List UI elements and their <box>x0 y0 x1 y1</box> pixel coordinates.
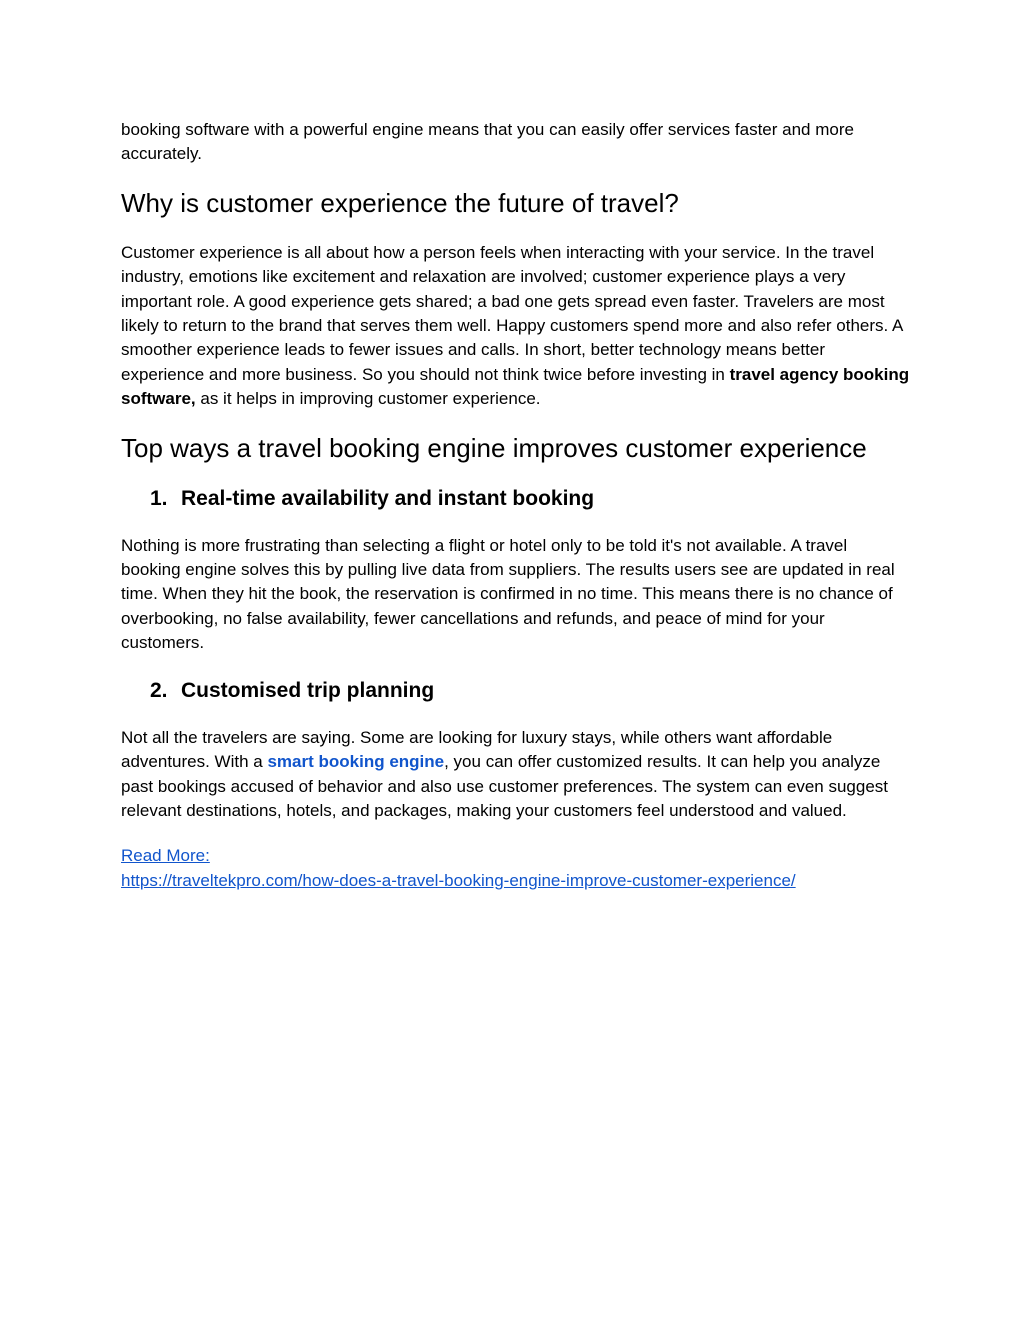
section-heading-future-of-travel: Why is customer experience the future of travel? <box>121 187 679 218</box>
intro-paragraph: booking software with a powerful engine means that you can easily offer services faster and more accurately. <box>121 120 854 164</box>
paragraph-text: as it helps in improving customer experience. <box>195 389 541 409</box>
list-item-title: Customised trip planning <box>181 678 435 702</box>
real-time-paragraph: Nothing is more frustrating than selecting a flight or hotel only to be told it's not available. A travel booking engine solves this by pulling live data from suppliers. The results users see are updated in real time. When they hit the book, the reservation is confirmed in no time. This means there is no chance of overbooking, no false availability, fewer cancellations and refunds, and peace of mind for your customers. <box>121 535 895 653</box>
list-item-heading-1 <box>121 485 911 513</box>
paragraph-text: Not all the travelers are saying. Some are looking for luxury stays, while others want affordable adventures. With a <box>121 727 833 772</box>
article-url-link[interactable]: https://traveltekpro.com/how-does-a-travel-booking-engine-improve-customer-experience/ <box>121 870 796 890</box>
document-page <box>121 118 911 893</box>
read-more-link[interactable]: Read More: <box>121 846 210 866</box>
list-item-title: Real-time availability and instant booking <box>181 486 595 510</box>
list-number: 1. <box>150 486 168 510</box>
list-number: 2. <box>150 678 168 702</box>
paragraph-text: , you can offer customized results. It can help you analyze past bookings accused of behavior and also use customer preferences. The system can even suggest relevant destinations, hotels, and packages, making your customers feel understood and valued. <box>121 752 889 820</box>
section-heading-top-ways: Top ways a travel booking engine improves customer experience <box>121 432 867 463</box>
customised-trip-paragraph <box>121 726 911 824</box>
bold-keyword: travel agency booking software, <box>121 364 910 409</box>
smart-booking-engine-link[interactable]: smart booking engine <box>267 752 445 772</box>
list-item-heading-2 <box>121 677 911 705</box>
customer-experience-paragraph <box>121 241 911 412</box>
paragraph-text: Customer experience is all about how a person feels when interacting with your service. In the travel industry, emotions like excitement and relaxation are involved; customer experience plays a very important role. A good experience gets shared; a bad one gets spread even faster. Travelers are most likely to return to the brand that serves them well. Happy customers spend more and also refer others. A smoother experience leads to fewer issues and calls. In short, better technology means better experience and more business. So you should not think twice before investing in <box>121 242 903 384</box>
read-more-block <box>121 844 911 893</box>
